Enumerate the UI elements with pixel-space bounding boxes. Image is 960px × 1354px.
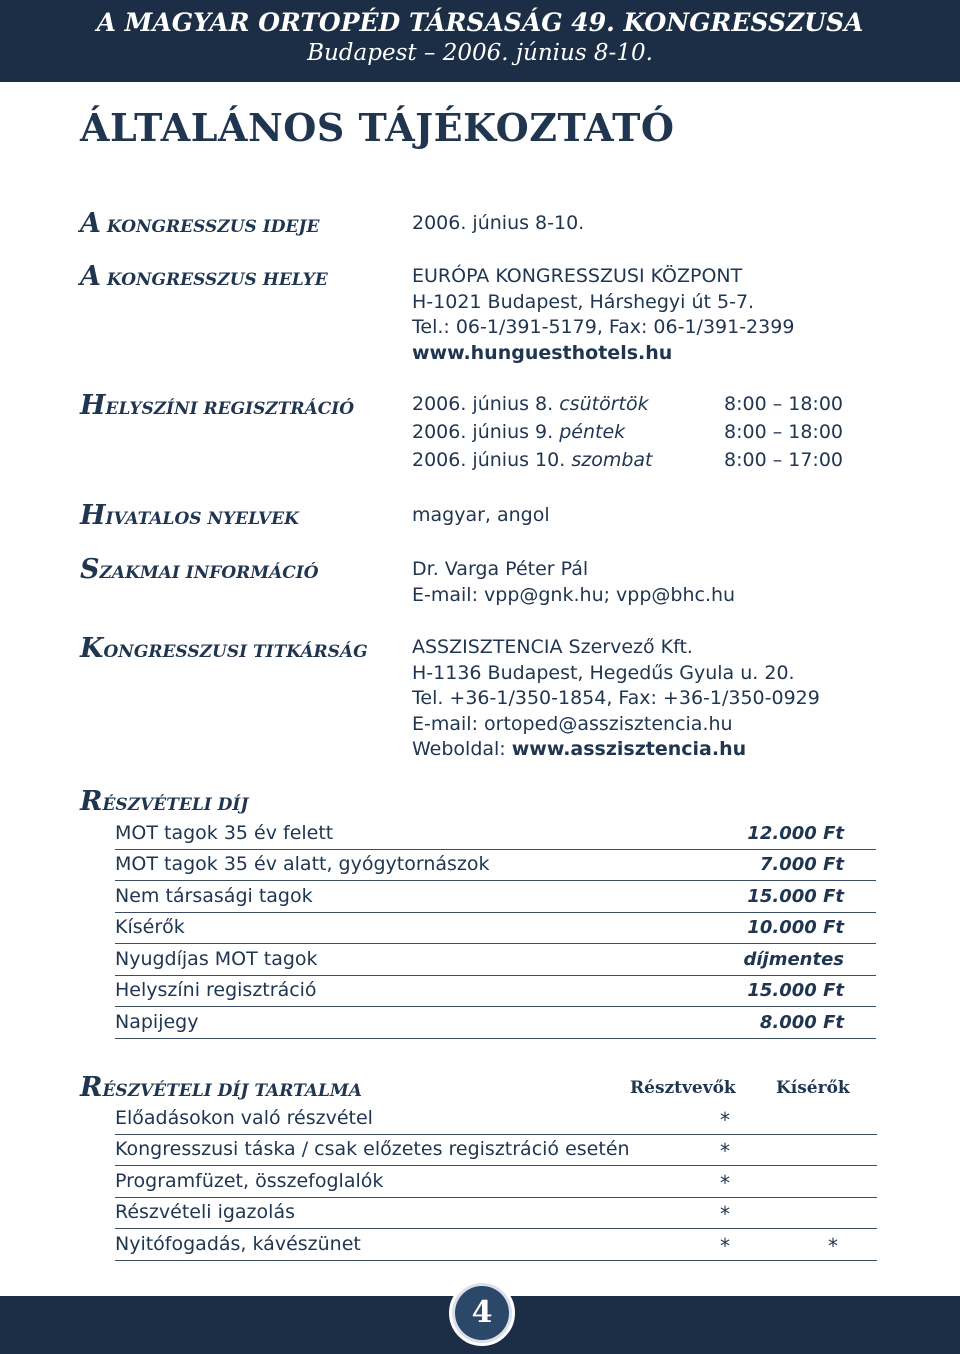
header-banner (0, 0, 960, 82)
section-label-fee: RÉSZVÉTELI DÍJ (80, 786, 249, 817)
secretariat-line: Tel. +36-1/350-1854, Fax: +36-1/350-0929 (412, 687, 820, 710)
secretariat-web-line: Weboldal: www.asszisztencia.hu (412, 738, 747, 761)
secretariat-line: ASSZISZTENCIA Szervező Kft. (412, 636, 693, 658)
secretariat-email[interactable]: E-mail: ortoped@asszisztencia.hu (412, 712, 733, 735)
congress-title: A MAGYAR ORTOPÉD TÁRSASÁG 49. KONGRESSZUSA (96, 8, 864, 37)
includes-table (115, 1103, 877, 1261)
includes-row: Programfüzet, összefoglalók * (115, 1166, 877, 1198)
section-label-secretariat: KONGRESSZUSI TITKÁRSÁG (80, 633, 368, 664)
professional-contact (412, 557, 735, 608)
professional-line: Dr. Varga Péter Pál (412, 558, 589, 580)
secretariat-website-link[interactable]: www.asszisztencia.hu (511, 738, 747, 761)
includes-row: Nyitófogadás, kávészünet * * (115, 1229, 877, 1261)
helye-address (412, 264, 794, 366)
professional-email[interactable]: E-mail: vpp@gnk.hu; vpp@bhc.hu (412, 583, 736, 606)
section-label-ideje: A KONGRESSZUS IDEJE (80, 208, 320, 239)
fee-row: Nem társasági tagok 15.000 Ft (115, 881, 876, 913)
fee-row: Napijegy 8.000 Ft (115, 1007, 876, 1039)
helye-line: H-1021 Budapest, Hárshegyi út 5-7. (412, 290, 755, 313)
includes-row: Kongresszusi táska / csak előzetes regisztráció esetén * (115, 1135, 877, 1167)
page-number-badge: 4 (455, 1286, 509, 1340)
helye-website-link[interactable]: www.hunguesthotels.hu (412, 341, 673, 364)
languages-value: magyar, angol (412, 504, 550, 526)
fee-table (115, 818, 876, 1039)
column-header-companions: Kísérők (776, 1078, 850, 1098)
helye-line: EURÓPA KONGRESSZUSI KÖZPONT (412, 265, 743, 287)
fee-row: MOT tagok 35 év alatt, gyógytornászok 7.000 Ft (115, 850, 876, 882)
includes-row: Részvételi igazolás * (115, 1198, 877, 1230)
secretariat-contact (412, 635, 820, 763)
fee-row: MOT tagok 35 év felett 12.000 Ft (115, 818, 876, 850)
section-label-helye: A KONGRESSZUS HELYE (80, 261, 328, 292)
section-label-languages: HIVATALOS NYELVEK (80, 500, 299, 531)
section-label-includes: RÉSZVÉTELI DÍJ TARTALMA (80, 1072, 362, 1103)
ideje-value: 2006. június 8-10. (412, 212, 585, 234)
fee-row: Nyugdíjas MOT tagok díjmentes (115, 944, 876, 976)
column-header-participants: Résztvevők (630, 1078, 736, 1098)
fee-row: Helyszíni regisztráció 15.000 Ft (115, 976, 876, 1008)
congress-subtitle: Budapest – 2006. június 8-10. (307, 40, 653, 66)
secretariat-line: H-1136 Budapest, Hegedűs Gyula u. 20. (412, 661, 795, 684)
section-label-professional: SZAKMAI INFORMÁCIÓ (80, 554, 319, 585)
section-label-registration: HELYSZÍNI REGISZTRÁCIÓ (80, 390, 355, 421)
page-title: ÁLTALÁNOS TÁJÉKOZTATÓ (80, 105, 675, 150)
helye-line: Tel.: 06-1/391-5179, Fax: 06-1/391-2399 (412, 316, 795, 339)
fee-row: Kísérők 10.000 Ft (115, 913, 876, 945)
includes-row: Előadásokon való részvétel * (115, 1103, 877, 1135)
